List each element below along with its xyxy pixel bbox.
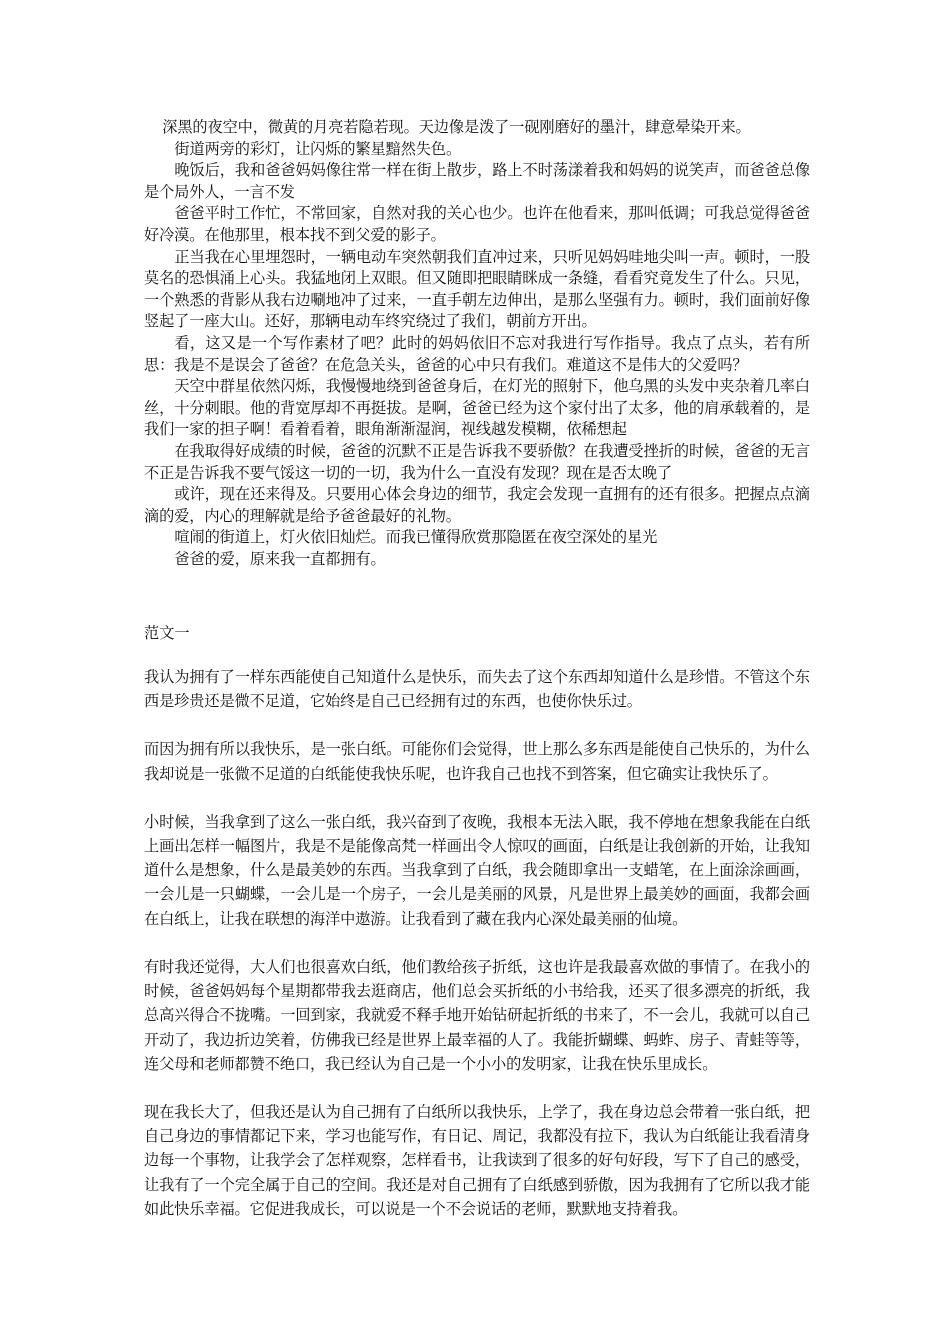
- essay-paragraph: 而因为拥有所以我快乐，是一张白纸。可能你们会觉得，世上那么多东西是能使自己快乐的，为什么我却说是一张微不足道的白纸能使我快乐呢，也许我自己也找不到答案，但它确实让我快乐了。: [144, 740, 810, 783]
- essay-heading: 范文一: [144, 624, 190, 643]
- story-section: [144, 117, 810, 570]
- story-paragraph: 看，这又是一个写作素材了吧？此时的妈妈依旧不忘对我进行写作指导。我点了点头，若有所思：我是不是误会了爸爸？在危急关头，爸爸的心中只有我们。难道这不是伟大的父爱吗？: [144, 333, 810, 374]
- essay-paragraph: 现在我长大了，但我还是认为自己拥有了白纸所以我快乐，上学了，我在身边总会带着一张白纸，把自己身边的事情都记下来，学习也能写作，有日记、周记，我都没有拉下，我认为白纸能让我看清身边每一个事物，让我学会了怎样观察，怎样看书，让我读到了很多的好句好段，写下了自己的感受，让我有了一个完全属于自己的空间。我还是对自己拥有了白纸感到骄傲，因为我拥有了它所以我才能如此快乐幸福。它促进我成长，可以说是一个不会说话的老师，默默地支持着我。: [144, 1102, 810, 1218]
- essay-section: [144, 665, 810, 1221]
- story-paragraph: 在我取得好成绩的时候，爸爸的沉默不正是告诉我不要骄傲？在我遭受挫折的时候，爸爸的无言不正是告诉我不要气馁这一切的一切，我为什么一直没有发现？现在是否太晚了: [144, 441, 810, 482]
- story-paragraph: 街道两旁的彩灯，让闪烁的繁星黯然失色。: [174, 139, 462, 158]
- story-paragraph: 喧闹的街道上，灯火依旧灿烂。而我已懂得欣赏那隐匿在夜空深处的星光: [174, 528, 658, 547]
- essay-paragraph: 我认为拥有了一样东西能使自己知道什么是快乐，而失去了这个东西却知道什么是珍惜。不管这个东西是珍贵还是微不足道，它始终是自己已经拥有过的东西，也使你快乐过。: [144, 668, 810, 711]
- story-paragraph: 天空中群星依然闪烁，我慢慢地绕到爸爸身后，在灯光的照射下，他乌黑的头发中夹杂着几率白丝，十分刺眼。他的背宽厚却不再挺拔。是啊，爸爸已经为这个家付出了太多，他的肩承载着的，是我们一家的担子啊！看着看着，眼角渐渐湿润，视线越发模糊，依稀想起: [144, 377, 810, 439]
- story-paragraph: 爸爸平时工作忙，不常回家，自然对我的关心也少。也许在他看来，那叫低调；可我总觉得爸爸好冷漠。在他那里，根本找不到父爱的影子。: [144, 204, 810, 244]
- story-paragraph: 爸爸的爱，原来我一直都拥有。: [174, 549, 386, 568]
- story-paragraph: 或许，现在还来得及。只要用心体会身边的细节，我定会发现一直拥有的还有很多。把握点点滴滴的爱，内心的理解就是给予爸爸最好的礼物。: [144, 485, 810, 525]
- essay-paragraph: 有时我还觉得，大人们也很喜欢白纸，他们教给孩子折纸，这也许是我最喜欢做的事情了。在我小的时候，爸爸妈妈每个星期都带我去逛商店，他们总会买折纸的小书给我，还买了很多漂亮的折纸，我总高兴得合不拢嘴。一回到家，我就爱不释手地开始钻研起折纸的书来了，不一会儿，我就可以自己开动了，我边折边笑着，仿佛我已经是世界上最幸福的人了。我能折蝴蝶、蚂蚱、房子、青蛙等等，连父母和老师都赞不绝口，我已经认为自己是一个小小的发明家，让我在快乐里成长。: [144, 957, 810, 1073]
- document-page: [144, 117, 810, 1221]
- story-paragraph: 深黑的夜空中，微黄的月亮若隐若现。天边像是泼了一砚刚磨好的墨汁，肆意晕染开来。: [162, 118, 751, 136]
- story-paragraph: 晚饭后，我和爸爸妈妈像往常一样在街上散步，路上不时荡漾着我和妈妈的说笑声，而爸爸总像是个局外人，一言不发: [144, 161, 810, 201]
- story-paragraph: 正当我在心里埋怨时，一辆电动车突然朝我们直冲过来，只听见妈妈哇地尖叫一声。顿时，一股莫名的恐惧涌上心头。我猛地闭上双眼。但又随即把眼睛眯成一条缝，看看究竟发生了什么。只见，一个熟悉的背影从我右边唰地冲了过来，一直手朝左边伸出，是那么坚强有力。顿时，我们面前好像竖起了一座大山。还好，那辆电动车终究绕过了我们，朝前方开出。: [144, 247, 810, 331]
- essay-paragraph: 小时候，当我拿到了这么一张白纸，我兴奋到了夜晚，我根本无法入眠，我不停地在想象我能在白纸上画出怎样一幅图片，我是不是能像高梵一样画出令人惊叹的画面，白纸是让我创新的开始，让我知道什么是想象，什么是最美妙的东西。当我拿到了白纸，我会随即拿出一支蜡笔，在上面涂涂画画，一会儿是一只蝴蝶，一会儿是一个房子，一会儿是美丽的风景，凡是世界上最美妙的画面，我都会画在白纸上，让我在联想的海洋中遨游。让我看到了藏在我内心深处最美丽的仙境。: [144, 812, 810, 928]
